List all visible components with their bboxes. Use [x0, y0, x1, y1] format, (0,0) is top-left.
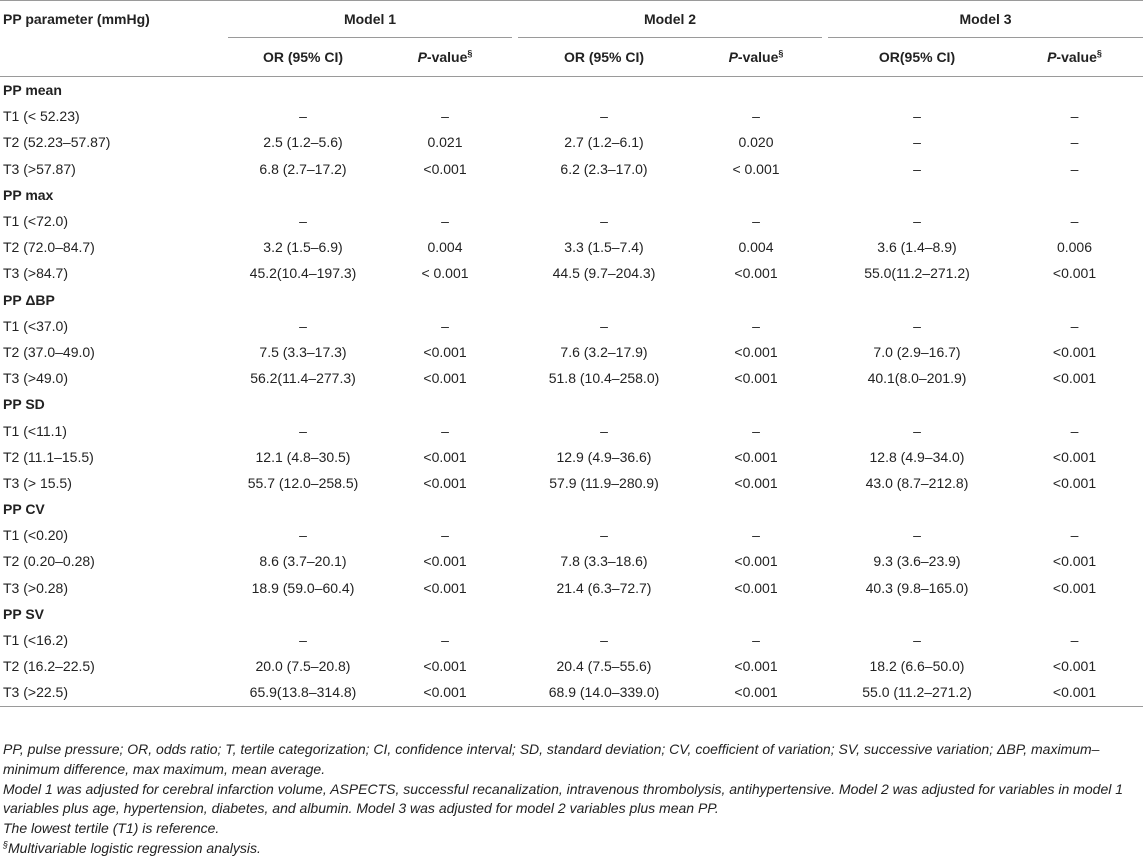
model-2-p-cell: <0.001 [734, 474, 778, 491]
section-mark: § [1096, 48, 1102, 59]
table-row [0, 470, 1143, 496]
model-2-or-cell: 7.8 (3.3–18.6) [560, 553, 648, 570]
model-3-p-cell: – [1070, 134, 1079, 151]
model-1-or-header: OR (95% CI) [228, 38, 378, 77]
model-1-or-cell: 8.6 (3.7–20.1) [259, 553, 347, 570]
model-2-or-cell: 2.7 (1.2–6.1) [564, 134, 644, 151]
p-letter: P [728, 49, 738, 65]
empty-cell [1006, 391, 1143, 417]
model-1-p-cell: <0.001 [423, 448, 467, 465]
model-3-or-cell: – [913, 134, 921, 151]
table-row [0, 548, 1143, 574]
models-note: Model 1 was adjusted for cerebral infarction volume, ASPECTS, successful recanalization, intravenous thrombolysis, antihypertensive. Model 2 was adjusted for variables in model 1 variables plus age, hypertension, diabetes, and albumin. Model 3 was adjusted for model 2 variables plus mean PP. [3, 780, 1124, 817]
tertile-label: T2 (0.20–0.28) [3, 553, 95, 570]
model-3-p-cell: <0.001 [1052, 343, 1097, 360]
tertile-label: T2 (37.0–49.0) [3, 343, 95, 360]
tertile-label: T1 (<37.0) [3, 317, 68, 334]
model-3-or-cell: 3.6 (1.4–8.9) [877, 239, 957, 256]
table-row [0, 313, 1143, 339]
model-1-or-cell: – [299, 108, 307, 125]
empty-cell [518, 182, 690, 208]
table-body [0, 77, 1143, 707]
p-suffix: -value [426, 49, 468, 65]
model-1-p-cell: <0.001 [423, 553, 467, 570]
model-1-p-cell: – [441, 213, 449, 230]
model-3-or-cell: 55.0(11.2–271.2) [864, 265, 970, 282]
group-header-row [0, 287, 1143, 313]
model-3-p-cell: – [1070, 317, 1079, 334]
model-1-or-cell: – [299, 422, 307, 439]
model-1-or-cell: 3.2 (1.5–6.9) [263, 239, 343, 256]
tertile-label: T3 (> 15.5) [3, 474, 72, 491]
model-1-or-cell: 55.7 (12.0–258.5) [247, 474, 359, 491]
model-3-or-cell: – [913, 108, 921, 125]
model-1-or-cell: 20.0 (7.5–20.8) [255, 658, 351, 675]
model-2-or-header: OR (95% CI) [518, 38, 690, 77]
model-1-p-cell: <0.001 [423, 579, 467, 596]
model-3-p-cell: <0.001 [1052, 579, 1097, 596]
model-2-or-cell: 3.3 (1.5–7.4) [564, 239, 644, 256]
empty-cell [690, 77, 822, 104]
empty-cell [690, 391, 822, 417]
model-2-or-cell: 68.9 (14.0–339.0) [518, 679, 690, 706]
empty-cell [378, 391, 512, 417]
tertile-label: T3 (>57.87) [3, 160, 76, 177]
tertile-label: T3 (>0.28) [3, 579, 68, 596]
model-2-p-cell: <0.001 [734, 448, 778, 465]
model-3-or-cell: – [913, 422, 921, 439]
model-2-p-cell: – [752, 108, 760, 125]
empty-cell [1006, 182, 1143, 208]
model-1-or-cell: – [299, 527, 307, 544]
model-3-or-cell: – [913, 160, 921, 177]
tertile-label: T2 (11.1–15.5) [3, 448, 94, 465]
table-footnotes [3, 740, 1138, 859]
model-1-or-cell: 45.2(10.4–197.3) [249, 265, 357, 282]
empty-cell [228, 496, 378, 522]
table-row [0, 103, 1143, 129]
tertile-label: T1 (<0.20) [3, 527, 68, 544]
model-1-or-cell: 56.2(11.4–277.3) [250, 370, 356, 387]
model-1-p-cell: 0.021 [427, 134, 463, 151]
table-row [0, 417, 1143, 443]
model-1-p-cell: < 0.001 [421, 265, 469, 282]
model-1-or-cell: – [299, 317, 307, 334]
table-row [0, 260, 1143, 286]
model-3-p-header [1006, 38, 1143, 77]
model-2-p-cell: <0.001 [734, 343, 778, 360]
model-2-or-cell: 44.5 (9.7–204.3) [552, 265, 656, 282]
model-3-p-cell: – [1070, 213, 1079, 230]
group-title: PP SD [3, 396, 45, 413]
group-header-row [0, 391, 1143, 417]
model-2-or-cell: – [600, 527, 608, 544]
model-3-p-cell: <0.001 [1052, 553, 1097, 570]
group-title: PP ΔBP [3, 291, 55, 308]
model-1-or-cell: 7.5 (3.3–17.3) [259, 343, 347, 360]
tertile-label: T3 (>22.5) [0, 679, 228, 706]
empty-cell [228, 77, 378, 104]
model-2-p-cell: 0.004 [738, 239, 774, 256]
tertile-label: T1 (<11.1) [3, 422, 67, 439]
model-3-or-cell: – [913, 632, 921, 649]
tertile-label: T1 (<72.0) [3, 213, 68, 230]
table-row [0, 208, 1143, 234]
group-header-row [0, 77, 1143, 104]
tertile-label: T1 (<16.2) [3, 632, 68, 649]
model-3-or-cell: 55.0 (11.2–271.2) [828, 679, 1006, 706]
model-3-or-header: OR(95% CI) [828, 38, 1006, 77]
empty-cell [378, 287, 512, 313]
reference-note: The lowest tertile (T1) is reference. [3, 820, 220, 837]
tertile-label: T1 (< 52.23) [3, 108, 80, 125]
table-header [0, 1, 1143, 77]
empty-cell [228, 287, 378, 313]
header-row-stats [0, 38, 1143, 77]
group-header-row [0, 601, 1143, 627]
model-2-or-cell: 6.2 (2.3–17.0) [560, 160, 648, 177]
model-3-p-cell: – [1070, 108, 1079, 125]
model-2-p-cell: – [752, 213, 760, 230]
empty-cell [690, 601, 822, 627]
model-2-p-cell: – [752, 422, 760, 439]
model-2-p-cell: <0.001 [734, 579, 778, 596]
table-row [0, 522, 1143, 548]
empty-cell [690, 496, 822, 522]
p-suffix: -value [737, 49, 779, 65]
empty-cell [518, 287, 690, 313]
table-row [0, 575, 1143, 601]
empty-header-cell [0, 38, 228, 77]
empty-cell [828, 287, 1006, 313]
model-3-or-cell: 9.3 (3.6–23.9) [873, 553, 961, 570]
table-row [0, 234, 1143, 260]
model-2-or-cell: 12.9 (4.9–36.6) [556, 448, 652, 465]
group-title: PP max [3, 186, 54, 203]
empty-cell [518, 391, 690, 417]
model-2-or-cell: 20.4 (7.5–55.6) [556, 658, 652, 675]
model-1-p-cell: <0.001 [378, 679, 512, 706]
model-3-or-cell: 12.8 (4.9–34.0) [869, 448, 965, 465]
empty-cell [228, 601, 378, 627]
table-row [0, 679, 1143, 706]
model-2-or-cell: 57.9 (11.9–280.9) [549, 474, 659, 491]
header-row-models [0, 1, 1143, 38]
tertile-label: T3 (>84.7) [3, 265, 68, 282]
empty-cell [378, 182, 512, 208]
empty-cell [690, 287, 822, 313]
abbreviations-note: PP, pulse pressure; OR, odds ratio; T, tertile categorization; CI, confidence interval; SD, standard deviation; CV, coefficient of variation; SV, successive variation; ΔBP, maximum–minimum difference, max maximum, mean average. [3, 741, 1100, 777]
empty-cell [228, 391, 378, 417]
empty-cell [378, 77, 512, 104]
analysis-note [3, 839, 1138, 859]
model-3-p-cell: <0.001 [1052, 448, 1097, 465]
empty-cell [828, 182, 1006, 208]
table-row [0, 129, 1143, 155]
model-3-p-cell: – [1070, 422, 1079, 439]
model-2-p-cell: – [752, 527, 760, 544]
model-1-p-header [378, 38, 512, 77]
model-1-or-cell: 65.9(13.8–314.8) [228, 679, 378, 706]
table-row [0, 653, 1143, 679]
empty-cell [378, 496, 512, 522]
model-1-p-cell: 0.004 [427, 239, 463, 256]
model-3-header: Model 3 [828, 1, 1143, 38]
group-title: PP mean [3, 82, 62, 99]
model-2-p-cell: – [752, 632, 760, 649]
model-3-or-cell: 40.3 (9.8–165.0) [865, 579, 969, 596]
model-3-or-cell: – [913, 213, 921, 230]
empty-cell [228, 182, 378, 208]
model-3-p-cell: <0.001 [1052, 265, 1097, 282]
empty-cell [518, 77, 690, 104]
model-1-or-cell: – [299, 632, 307, 649]
tertile-label: T2 (52.23–57.87) [3, 134, 111, 151]
model-2-or-cell: 21.4 (6.3–72.7) [556, 579, 652, 596]
model-3-p-cell: – [1070, 632, 1079, 649]
empty-cell [1006, 496, 1143, 522]
empty-cell [1006, 77, 1143, 104]
model-3-or-cell: 7.0 (2.9–16.7) [873, 343, 961, 360]
model-2-p-cell: <0.001 [690, 679, 822, 706]
param-column-header: PP parameter (mmHg) [0, 1, 228, 38]
model-2-p-cell: <0.001 [734, 658, 778, 675]
empty-cell [518, 601, 690, 627]
table-row [0, 339, 1143, 365]
table-row [0, 156, 1143, 182]
table-row [0, 444, 1143, 470]
table-row [0, 365, 1143, 391]
group-header-row [0, 182, 1143, 208]
section-mark: § [467, 48, 473, 59]
model-1-p-cell: – [441, 632, 449, 649]
model-3-or-cell: 18.2 (6.6–50.0) [869, 658, 965, 675]
model-2-header: Model 2 [518, 1, 822, 38]
model-3-or-cell: – [913, 317, 921, 334]
empty-cell [518, 496, 690, 522]
model-2-or-cell: – [600, 108, 608, 125]
analysis-note-text: Multivariable logistic regression analysis. [8, 839, 261, 856]
model-1-p-cell: <0.001 [423, 160, 467, 177]
model-1-or-cell: 18.9 (59.0–60.4) [251, 579, 355, 596]
model-1-p-cell: <0.001 [423, 658, 467, 675]
model-2-p-cell: <0.001 [734, 265, 778, 282]
group-title: PP CV [3, 501, 45, 518]
empty-cell [378, 601, 512, 627]
empty-cell [828, 391, 1006, 417]
table-row [0, 627, 1143, 653]
model-1-header: Model 1 [228, 1, 512, 38]
model-3-p-cell: <0.001 [1006, 679, 1143, 706]
model-1-or-cell: – [299, 213, 307, 230]
empty-cell [1006, 287, 1143, 313]
p-letter: P [1047, 49, 1057, 65]
group-header-row [0, 496, 1143, 522]
model-2-or-cell: – [600, 317, 608, 334]
model-2-p-cell: <0.001 [734, 370, 778, 387]
group-title: PP SV [3, 605, 44, 622]
model-3-p-cell: <0.001 [1052, 474, 1097, 491]
model-1-p-cell: <0.001 [423, 343, 467, 360]
model-3-p-cell: <0.001 [1052, 658, 1097, 675]
section-mark: § [3, 839, 9, 850]
model-2-or-cell: – [600, 422, 608, 439]
model-1-p-cell: – [441, 317, 449, 334]
model-1-p-cell: – [441, 527, 449, 544]
model-3-p-cell: – [1070, 527, 1079, 544]
model-3-or-cell: 40.1(8.0–201.9) [867, 370, 967, 387]
model-1-p-cell: <0.001 [423, 474, 467, 491]
p-suffix: -value [1056, 49, 1097, 65]
model-2-p-cell: <0.001 [734, 553, 778, 570]
model-3-or-cell: – [913, 527, 921, 544]
empty-cell [690, 182, 822, 208]
model-1-p-cell: <0.001 [423, 370, 467, 387]
empty-cell [828, 496, 1006, 522]
model-2-or-cell: – [600, 632, 608, 649]
p-letter: P [417, 49, 427, 65]
empty-cell [1006, 601, 1143, 627]
model-3-p-cell: 0.006 [1056, 239, 1093, 256]
empty-cell [828, 601, 1006, 627]
model-1-or-cell: 2.5 (1.2–5.6) [263, 134, 343, 151]
model-2-p-cell: – [752, 317, 760, 334]
model-3-p-cell: – [1070, 160, 1079, 177]
model-1-or-cell: 12.1 (4.8–30.5) [255, 448, 351, 465]
model-2-or-cell: 51.8 (10.4–258.0) [548, 370, 660, 387]
model-2-p-header [690, 38, 822, 77]
model-3-p-cell: <0.001 [1052, 370, 1097, 387]
model-1-p-cell: – [441, 422, 449, 439]
tertile-label: T2 (72.0–84.7) [3, 239, 95, 256]
model-3-or-cell: 43.0 (8.7–212.8) [865, 474, 969, 491]
model-1-or-cell: 6.8 (2.7–17.2) [259, 160, 347, 177]
tertile-label: T2 (16.2–22.5) [3, 658, 95, 675]
model-2-p-cell: < 0.001 [732, 160, 780, 177]
section-mark: § [778, 48, 784, 59]
model-2-or-cell: – [600, 213, 608, 230]
model-2-or-cell: 7.6 (3.2–17.9) [560, 343, 648, 360]
model-1-p-cell: – [441, 108, 449, 125]
model-2-p-cell: 0.020 [738, 134, 774, 151]
tertile-label: T3 (>49.0) [3, 370, 68, 387]
empty-cell [828, 77, 1006, 104]
